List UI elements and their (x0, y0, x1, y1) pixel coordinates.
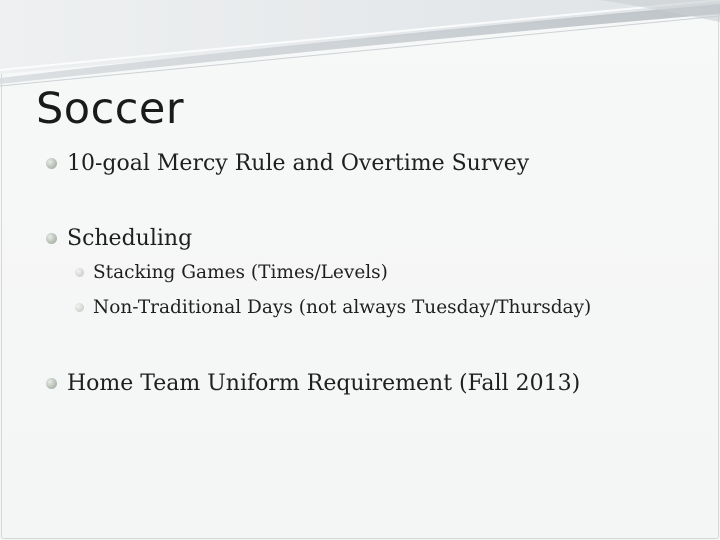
sub-bullet-dot-icon (75, 268, 84, 277)
bullet-mercy-rule (46, 151, 529, 176)
header-swoosh-decoration (0, 0, 720, 90)
sub-bullet-text: Stacking Games (Times/Levels) (93, 262, 388, 283)
sub-bullet-stacking-games (75, 262, 388, 283)
sub-bullet-dot-icon (75, 303, 84, 312)
bullet-text: Home Team Uniform Requirement (Fall 2013) (67, 371, 581, 396)
bullet-text: Scheduling (67, 226, 193, 251)
bullet-text: 10-goal Mercy Rule and Overtime Survey (67, 151, 530, 176)
sub-bullet-text: Non-Traditional Days (not always Tuesday/Thursday) (93, 297, 592, 318)
bullet-home-team-uniform (46, 371, 580, 396)
bullet-scheduling (46, 226, 192, 251)
sub-bullet-non-traditional-days (75, 297, 591, 318)
bullet-dot-icon (46, 378, 57, 389)
bullet-dot-icon (46, 158, 57, 169)
bullet-dot-icon (46, 233, 57, 244)
slide-title: Soccer (36, 84, 185, 134)
